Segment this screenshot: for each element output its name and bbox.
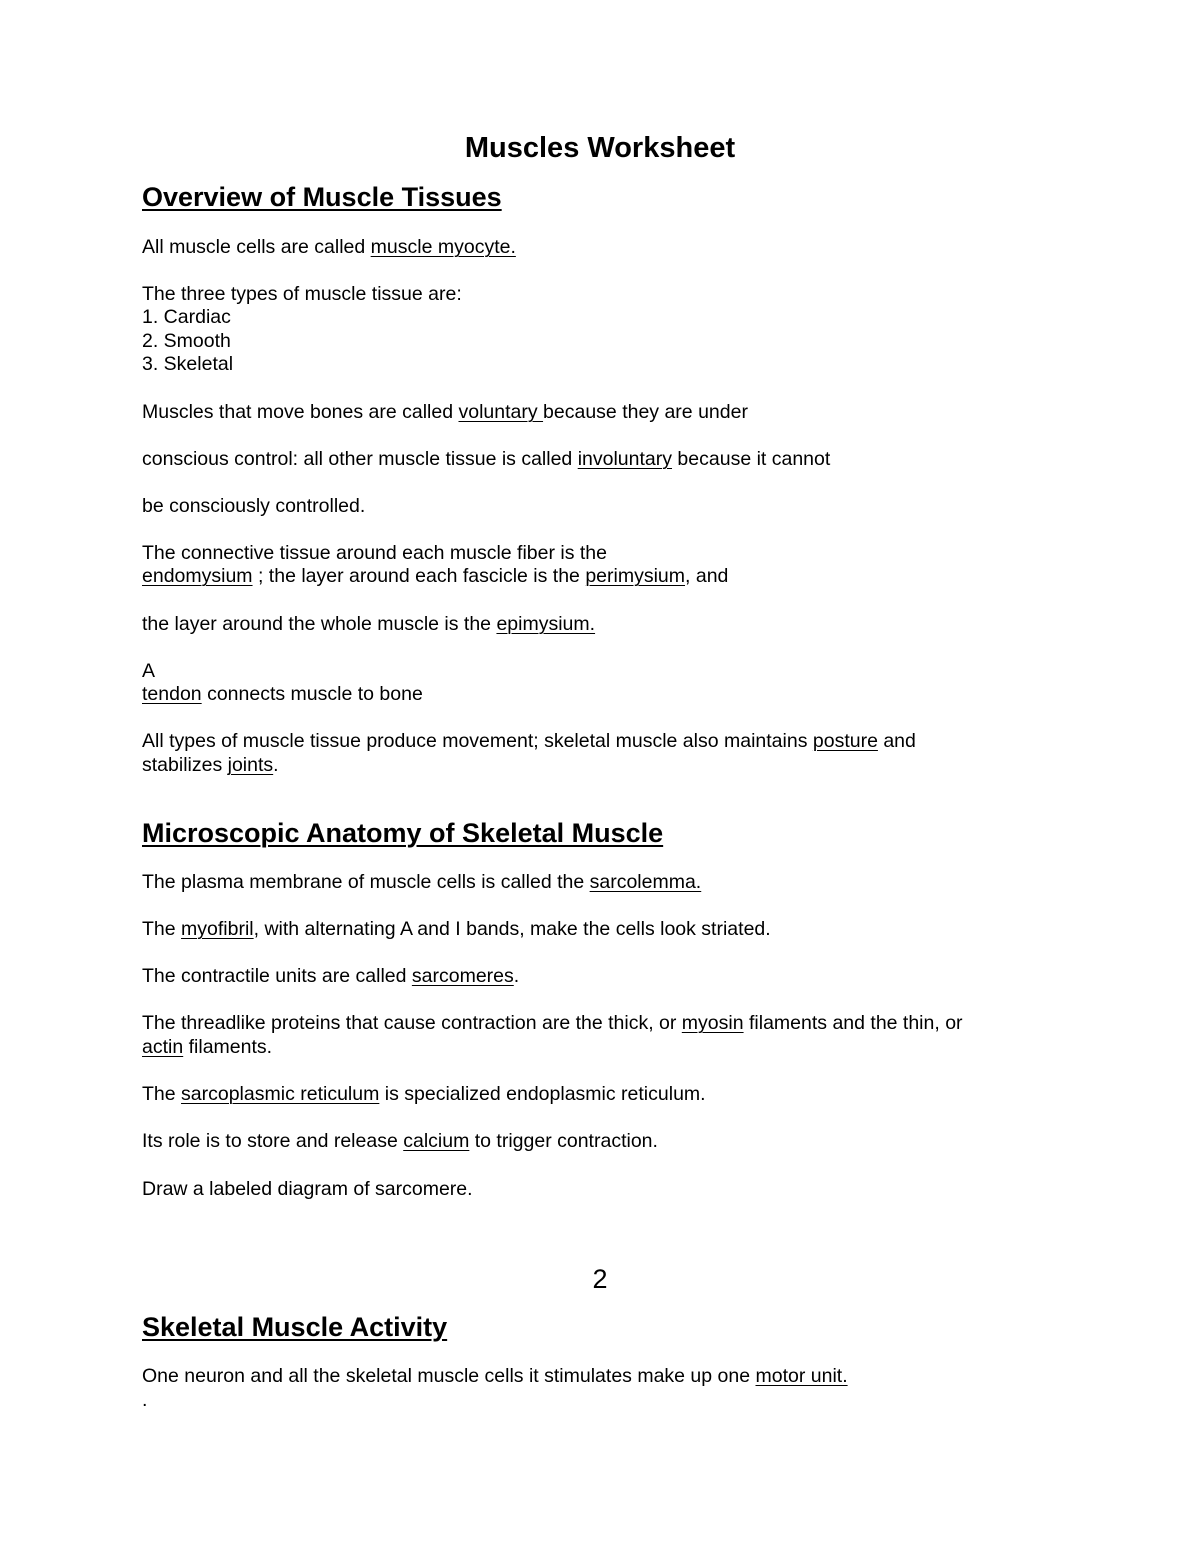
controlled-line: be consciously controlled. — [142, 495, 366, 517]
text: stabilizes — [142, 754, 228, 776]
text: the layer around the whole muscle is the — [142, 613, 497, 635]
answer-actin: actin — [142, 1036, 184, 1058]
text: All muscle cells are called — [142, 236, 371, 258]
types-intro: The three types of muscle tissue are: — [142, 283, 462, 305]
text: The — [142, 918, 182, 940]
answer-posture: posture — [812, 730, 878, 752]
text: conscious control: all other muscle tissue is called — [142, 448, 578, 470]
voluntary-line — [142, 401, 748, 425]
text: Its role is to store and release — [142, 1130, 404, 1152]
epimysium-line — [142, 613, 595, 637]
stabilizes-line — [142, 754, 279, 778]
calcium-line — [142, 1130, 658, 1154]
answer-myofibril: myofibril — [181, 918, 254, 940]
text: The contractile units are called — [142, 965, 412, 987]
tendon-line — [142, 683, 423, 707]
answer-myocyte: muscle myocyte. — [370, 236, 516, 258]
text: is specialized endoplasmic reticulum. — [379, 1083, 706, 1105]
text: filaments and the thin, or — [743, 1012, 963, 1034]
text: . — [513, 965, 520, 987]
text: because it cannot — [672, 448, 831, 470]
myofibril-line — [142, 918, 771, 942]
heading-overview: Overview of Muscle Tissues — [142, 182, 502, 212]
answer-involuntary: involuntary — [577, 448, 673, 470]
answer-sarcoplasmic-reticulum: sarcoplasmic reticulum — [181, 1083, 380, 1105]
text: Muscles that move bones are called — [142, 401, 459, 423]
text: The threadlike proteins that cause contraction are the thick, or — [142, 1012, 682, 1034]
answer-voluntary: voluntary — [458, 401, 544, 423]
text: One neuron and all the skeletal muscle cells it stimulates make up one — [142, 1365, 756, 1387]
sarcolemma-line — [142, 871, 701, 895]
endomysium-line — [142, 565, 728, 589]
heading-skeletal-muscle-activity: Skeletal Muscle Activity — [142, 1312, 448, 1342]
trailing-period: . — [142, 1389, 148, 1411]
tendon-a: A — [142, 660, 156, 682]
text: filaments. — [183, 1036, 273, 1058]
text: All types of muscle tissue produce movement; skeletal muscle also maintains — [142, 730, 813, 752]
sarcomeres-line — [142, 965, 519, 989]
movement-line — [142, 730, 916, 754]
muscle-cells-line — [142, 236, 516, 260]
motor-unit-line — [142, 1365, 848, 1389]
text: The — [142, 1083, 182, 1105]
answer-joints: joints — [227, 754, 274, 776]
type-skeletal: 3. Skeletal — [142, 353, 234, 375]
text: . — [273, 754, 279, 776]
text: and — [877, 730, 916, 752]
connective-tissue-line: The connective tissue around each muscle fiber is the — [142, 542, 608, 564]
page-title: Muscles Worksheet — [464, 132, 736, 164]
filaments-line — [142, 1012, 963, 1036]
answer-calcium: calcium — [403, 1130, 470, 1152]
text: to trigger contraction. — [469, 1130, 658, 1152]
text: because they are under — [543, 401, 748, 423]
text: ; the layer around each fascicle is the — [252, 565, 586, 587]
involuntary-line — [142, 448, 830, 472]
answer-perimysium: perimysium — [585, 565, 686, 587]
page-number: 2 — [592, 1264, 608, 1294]
type-smooth: 2. Smooth — [142, 330, 231, 352]
heading-microscopic-anatomy: Microscopic Anatomy of Skeletal Muscle — [142, 818, 664, 848]
answer-endomysium: endomysium — [142, 565, 253, 587]
type-cardiac: 1. Cardiac — [142, 306, 231, 328]
text: , with alternating A and I bands, make the cells look striated. — [253, 918, 771, 940]
text: The plasma membrane of muscle cells is called the — [142, 871, 590, 893]
draw-diagram-line: Draw a labeled diagram of sarcomere. — [142, 1178, 473, 1200]
answer-sarcomeres: sarcomeres — [411, 965, 514, 987]
answer-epimysium: epimysium. — [496, 613, 596, 635]
text: , and — [685, 565, 729, 587]
actin-line — [142, 1036, 272, 1060]
answer-myosin: myosin — [681, 1012, 744, 1034]
text: connects muscle to bone — [201, 683, 423, 705]
answer-tendon: tendon — [142, 683, 202, 705]
answer-sarcolemma: sarcolemma. — [589, 871, 702, 893]
sarcoplasmic-line — [142, 1083, 706, 1107]
answer-motor-unit: motor unit. — [755, 1365, 848, 1387]
